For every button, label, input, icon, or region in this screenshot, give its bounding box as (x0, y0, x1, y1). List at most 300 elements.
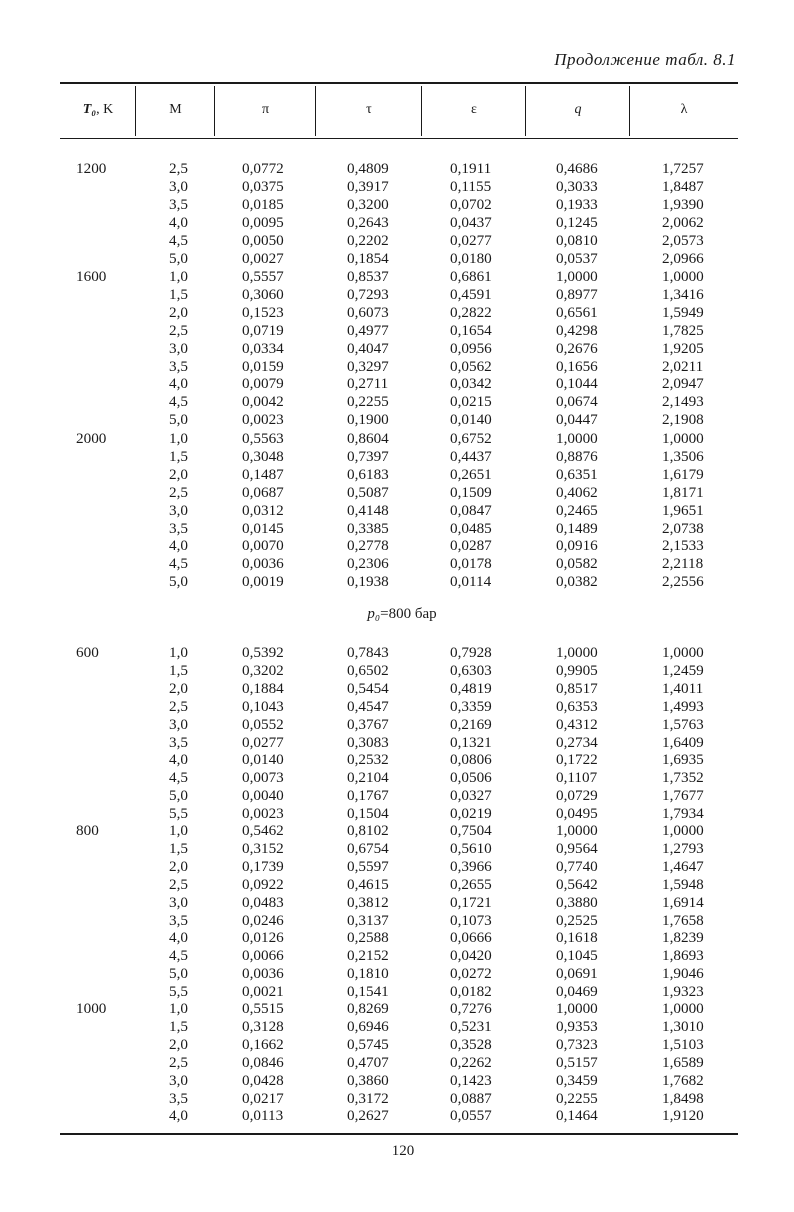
cell-eps: 0,4591 (450, 285, 492, 303)
cell-t0: 800 (76, 822, 99, 839)
table-row (0, 876, 794, 893)
pressure-symbol: p₀ (367, 606, 381, 622)
cell-tau: 0,3137 (347, 911, 389, 929)
cell-eps: 0,1423 (450, 1071, 492, 1089)
cell-lambda: 1,9323 (662, 983, 704, 1001)
cell-eps: 0,4819 (450, 679, 492, 697)
cell-pi: 0,0027 (242, 249, 284, 267)
cell-m: 2,0 (169, 857, 188, 875)
cell-m: 4,5 (169, 393, 188, 411)
header-t0-symbol: T₀ (82, 102, 97, 117)
cell-q: 0,1044 (556, 375, 598, 393)
cell-pi: 0,5392 (242, 644, 284, 661)
header-eps: ε (471, 102, 477, 117)
cell-tau: 0,8537 (347, 268, 389, 285)
table-row (0, 947, 794, 964)
cell-q: 0,9353 (556, 1017, 598, 1035)
table-row (0, 965, 794, 982)
cell-pi: 0,0073 (242, 769, 284, 787)
cell-m: 5,0 (169, 573, 188, 591)
cell-q: 0,5642 (556, 875, 598, 893)
cell-tau: 0,5454 (347, 679, 389, 697)
cell-m: 4,0 (169, 375, 188, 393)
cell-eps: 0,0437 (450, 213, 492, 231)
table-top-rule (60, 82, 738, 84)
cell-q: 0,7740 (556, 857, 598, 875)
cell-m: 3,5 (169, 519, 188, 537)
cell-tau: 0,3917 (347, 177, 389, 195)
cell-eps: 0,0215 (450, 393, 492, 411)
cell-pi: 0,5563 (242, 430, 284, 447)
table-row (0, 1018, 794, 1035)
table-row (0, 716, 794, 733)
cell-eps: 0,5231 (450, 1017, 492, 1035)
table-row (0, 751, 794, 768)
cell-tau: 0,1900 (347, 411, 389, 429)
cell-tau: 0,2306 (347, 555, 389, 573)
cell-tau: 0,2255 (347, 393, 389, 411)
pressure-subheading (0, 606, 794, 623)
cell-pi: 0,0687 (242, 483, 284, 501)
cell-tau: 0,1541 (347, 983, 389, 1001)
table-row (0, 894, 794, 911)
page-number: 120 (391, 1143, 415, 1159)
cell-q: 0,0691 (556, 965, 598, 983)
cell-t0: 1200 (76, 160, 107, 177)
cell-m: 2,0 (169, 303, 188, 321)
cell-tau: 0,6073 (347, 303, 389, 321)
cell-pi: 0,0428 (242, 1071, 284, 1089)
cell-pi: 0,1043 (242, 697, 284, 715)
table-row (0, 769, 794, 786)
cell-tau: 0,2588 (347, 929, 389, 947)
table-row (0, 840, 794, 857)
cell-lambda: 1,7825 (662, 321, 704, 339)
table-row (0, 1072, 794, 1089)
cell-m: 3,0 (169, 501, 188, 519)
table-row (0, 393, 794, 410)
cell-lambda: 1,4647 (662, 857, 704, 875)
cell-lambda: 1,8239 (662, 929, 704, 947)
cell-pi: 0,0922 (242, 875, 284, 893)
cell-lambda: 1,5948 (662, 875, 704, 893)
table-row (0, 268, 794, 285)
header-pi: π (261, 102, 270, 117)
cell-m: 2,5 (169, 160, 188, 177)
cell-t0: 1600 (76, 268, 107, 285)
cell-pi: 0,0145 (242, 519, 284, 537)
cell-tau: 0,2778 (347, 537, 389, 555)
cell-eps: 0,2262 (450, 1053, 492, 1071)
table-row (0, 466, 794, 483)
cell-lambda: 1,0000 (662, 644, 704, 661)
cell-pi: 0,3202 (242, 661, 284, 679)
cell-eps: 0,1321 (450, 733, 492, 751)
cell-q: 0,1722 (556, 751, 598, 769)
cell-pi: 0,0050 (242, 231, 284, 249)
cell-tau: 0,3385 (347, 519, 389, 537)
table-row (0, 375, 794, 392)
cell-eps: 0,5610 (450, 839, 492, 857)
cell-pi: 0,0246 (242, 911, 284, 929)
cell-m: 1,5 (169, 1017, 188, 1035)
table-header-rule (60, 138, 738, 139)
cell-pi: 0,1662 (242, 1035, 284, 1053)
cell-lambda: 2,0573 (662, 231, 704, 249)
cell-tau: 0,6502 (347, 661, 389, 679)
cell-lambda: 1,8693 (662, 947, 704, 965)
cell-eps: 0,0277 (450, 231, 492, 249)
cell-lambda: 2,0062 (662, 213, 704, 231)
cell-pi: 0,0021 (242, 983, 284, 1001)
cell-pi: 0,0312 (242, 501, 284, 519)
table-row (0, 160, 794, 177)
table-row (0, 1054, 794, 1071)
cell-q: 0,8876 (556, 447, 598, 465)
table-row (0, 662, 794, 679)
cell-eps: 0,6752 (450, 430, 492, 447)
cell-lambda: 1,6409 (662, 733, 704, 751)
cell-pi: 0,0334 (242, 339, 284, 357)
cell-q: 0,1107 (556, 769, 598, 787)
cell-pi: 0,0772 (242, 160, 284, 177)
cell-lambda: 1,5763 (662, 715, 704, 733)
cell-q: 0,4686 (556, 160, 598, 177)
cell-eps: 0,0702 (450, 195, 492, 213)
cell-m: 5,0 (169, 411, 188, 429)
cell-t0: 1000 (76, 1000, 107, 1017)
cell-lambda: 2,1533 (662, 537, 704, 555)
table-row (0, 644, 794, 661)
cell-tau: 0,2711 (347, 375, 389, 393)
pressure-value: =800 бар (380, 606, 437, 622)
cell-lambda: 1,0000 (662, 430, 704, 447)
cell-tau: 0,3767 (347, 715, 389, 733)
table-row (0, 805, 794, 822)
cell-eps: 0,1073 (450, 911, 492, 929)
cell-q: 0,6561 (556, 303, 598, 321)
table-row (0, 520, 794, 537)
table-row (0, 358, 794, 375)
cell-lambda: 2,0211 (662, 357, 704, 375)
cell-tau: 0,7397 (347, 447, 389, 465)
cell-tau: 0,3172 (347, 1089, 389, 1107)
cell-lambda: 2,0947 (662, 375, 704, 393)
cell-t0: 600 (76, 644, 99, 661)
cell-pi: 0,0042 (242, 393, 284, 411)
cell-q: 0,1464 (556, 1107, 598, 1125)
cell-tau: 0,7843 (347, 644, 389, 661)
table-row (0, 787, 794, 804)
cell-q: 0,8977 (556, 285, 598, 303)
cell-lambda: 1,7934 (662, 805, 704, 823)
cell-q: 1,0000 (556, 644, 598, 661)
cell-lambda: 2,2556 (662, 573, 704, 591)
table-row (0, 1036, 794, 1053)
cell-lambda: 1,3010 (662, 1017, 704, 1035)
cell-q: 0,2465 (556, 501, 598, 519)
cell-lambda: 1,9205 (662, 339, 704, 357)
cell-lambda: 1,0000 (662, 822, 704, 839)
cell-q: 0,9905 (556, 661, 598, 679)
cell-lambda: 2,1908 (662, 411, 704, 429)
cell-pi: 0,0040 (242, 787, 284, 805)
cell-lambda: 1,9046 (662, 965, 704, 983)
cell-pi: 0,3048 (242, 447, 284, 465)
cell-m: 2,0 (169, 465, 188, 483)
cell-m: 2,5 (169, 321, 188, 339)
cell-m: 1,5 (169, 285, 188, 303)
cell-m: 2,0 (169, 1035, 188, 1053)
cell-tau: 0,4977 (347, 321, 389, 339)
cell-pi: 0,0375 (242, 177, 284, 195)
cell-tau: 0,8102 (347, 822, 389, 839)
cell-eps: 0,0180 (450, 249, 492, 267)
cell-eps: 0,0562 (450, 357, 492, 375)
cell-eps: 0,7276 (450, 1000, 492, 1017)
cell-tau: 0,7293 (347, 285, 389, 303)
cell-tau: 0,8604 (347, 430, 389, 447)
cell-eps: 0,3966 (450, 857, 492, 875)
cell-lambda: 1,6914 (662, 893, 704, 911)
cell-lambda: 2,0738 (662, 519, 704, 537)
cell-tau: 0,3297 (347, 357, 389, 375)
cell-lambda: 1,2459 (662, 661, 704, 679)
header-q: q (574, 102, 582, 117)
cell-m: 5,0 (169, 249, 188, 267)
cell-m: 5,5 (169, 805, 188, 823)
cell-eps: 0,7928 (450, 644, 492, 661)
cell-eps: 0,0342 (450, 375, 492, 393)
cell-tau: 0,5597 (347, 857, 389, 875)
table-row (0, 1090, 794, 1107)
cell-m: 3,5 (169, 195, 188, 213)
cell-q: 0,4298 (556, 321, 598, 339)
cell-pi: 0,1884 (242, 679, 284, 697)
cell-m: 3,5 (169, 1089, 188, 1107)
cell-m: 1,0 (169, 822, 188, 839)
cell-q: 0,0495 (556, 805, 598, 823)
cell-t0: 2000 (76, 430, 107, 447)
cell-pi: 0,0159 (242, 357, 284, 375)
table-row (0, 680, 794, 697)
cell-tau: 0,4707 (347, 1053, 389, 1071)
cell-pi: 0,0023 (242, 805, 284, 823)
table-row (0, 304, 794, 321)
cell-pi: 0,0036 (242, 555, 284, 573)
cell-q: 0,2525 (556, 911, 598, 929)
cell-lambda: 1,7658 (662, 911, 704, 929)
cell-pi: 0,0095 (242, 213, 284, 231)
cell-q: 0,0810 (556, 231, 598, 249)
cell-lambda: 1,7257 (662, 160, 704, 177)
cell-pi: 0,1487 (242, 465, 284, 483)
cell-tau: 0,6754 (347, 839, 389, 857)
table-bottom-rule (60, 1133, 738, 1135)
table-row (0, 555, 794, 572)
cell-tau: 0,5087 (347, 483, 389, 501)
cell-eps: 0,0287 (450, 537, 492, 555)
header-tau: τ (366, 102, 372, 117)
cell-pi: 0,3128 (242, 1017, 284, 1035)
cell-tau: 0,8269 (347, 1000, 389, 1017)
cell-m: 1,0 (169, 644, 188, 661)
cell-pi: 0,0023 (242, 411, 284, 429)
cell-eps: 0,0887 (450, 1089, 492, 1107)
cell-tau: 0,6183 (347, 465, 389, 483)
cell-pi: 0,0552 (242, 715, 284, 733)
cell-pi: 0,0079 (242, 375, 284, 393)
cell-q: 0,0729 (556, 787, 598, 805)
table-row (0, 286, 794, 303)
cell-q: 0,4312 (556, 715, 598, 733)
cell-eps: 0,0182 (450, 983, 492, 1001)
cell-m: 5,0 (169, 787, 188, 805)
table-row (0, 232, 794, 249)
cell-eps: 0,3359 (450, 697, 492, 715)
cell-m: 1,5 (169, 661, 188, 679)
cell-q: 0,0582 (556, 555, 598, 573)
cell-eps: 0,2169 (450, 715, 492, 733)
cell-eps: 0,1155 (450, 177, 492, 195)
cell-m: 2,0 (169, 679, 188, 697)
cell-eps: 0,0178 (450, 555, 492, 573)
cell-eps: 0,0956 (450, 339, 492, 357)
cell-eps: 0,0327 (450, 787, 492, 805)
cell-q: 0,6353 (556, 697, 598, 715)
cell-q: 0,3880 (556, 893, 598, 911)
cell-eps: 0,3528 (450, 1035, 492, 1053)
cell-q: 0,5157 (556, 1053, 598, 1071)
cell-m: 3,0 (169, 339, 188, 357)
cell-m: 4,0 (169, 1107, 188, 1125)
cell-eps: 0,0847 (450, 501, 492, 519)
cell-lambda: 2,0966 (662, 249, 704, 267)
table-row (0, 411, 794, 428)
cell-eps: 0,2655 (450, 875, 492, 893)
cell-pi: 0,0719 (242, 321, 284, 339)
cell-eps: 0,4437 (450, 447, 492, 465)
cell-pi: 0,0019 (242, 573, 284, 591)
table-row (0, 250, 794, 267)
cell-q: 0,0447 (556, 411, 598, 429)
cell-q: 0,1618 (556, 929, 598, 947)
cell-eps: 0,6861 (450, 268, 492, 285)
cell-eps: 0,1509 (450, 483, 492, 501)
table-row (0, 196, 794, 213)
cell-eps: 0,0114 (450, 573, 492, 591)
cell-q: 0,1045 (556, 947, 598, 965)
cell-m: 4,0 (169, 751, 188, 769)
cell-tau: 0,4047 (347, 339, 389, 357)
cell-q: 0,3033 (556, 177, 598, 195)
cell-m: 3,5 (169, 733, 188, 751)
cell-m: 2,5 (169, 875, 188, 893)
cell-lambda: 1,8171 (662, 483, 704, 501)
cell-m: 3,0 (169, 1071, 188, 1089)
cell-q: 0,0537 (556, 249, 598, 267)
table-row (0, 1000, 794, 1017)
table-row (0, 178, 794, 195)
cell-eps: 0,0806 (450, 751, 492, 769)
header-lambda: λ (680, 102, 688, 117)
cell-pi: 0,5515 (242, 1000, 284, 1017)
cell-m: 5,0 (169, 965, 188, 983)
table-row (0, 929, 794, 946)
cell-q: 1,0000 (556, 430, 598, 447)
cell-m: 2,5 (169, 1053, 188, 1071)
cell-lambda: 2,2118 (662, 555, 704, 573)
cell-tau: 0,1767 (347, 787, 389, 805)
cell-pi: 0,0483 (242, 893, 284, 911)
cell-m: 1,0 (169, 430, 188, 447)
cell-q: 0,2676 (556, 339, 598, 357)
cell-q: 0,7323 (556, 1035, 598, 1053)
cell-m: 3,0 (169, 715, 188, 733)
cell-m: 3,5 (169, 357, 188, 375)
cell-pi: 0,0126 (242, 929, 284, 947)
cell-q: 0,6351 (556, 465, 598, 483)
cell-lambda: 1,7677 (662, 787, 704, 805)
cell-tau: 0,2532 (347, 751, 389, 769)
cell-eps: 0,0272 (450, 965, 492, 983)
cell-pi: 0,1523 (242, 303, 284, 321)
cell-lambda: 1,6179 (662, 465, 704, 483)
table-row (0, 858, 794, 875)
table-caption: Продолжение табл. 8.1 (554, 50, 736, 69)
table-row (0, 484, 794, 501)
cell-eps: 0,0219 (450, 805, 492, 823)
cell-tau: 0,3083 (347, 733, 389, 751)
cell-m: 4,0 (169, 929, 188, 947)
cell-eps: 0,0420 (450, 947, 492, 965)
cell-m: 5,5 (169, 983, 188, 1001)
cell-m: 4,5 (169, 769, 188, 787)
cell-tau: 0,4547 (347, 697, 389, 715)
cell-tau: 0,2643 (347, 213, 389, 231)
cell-pi: 0,0140 (242, 751, 284, 769)
cell-eps: 0,2651 (450, 465, 492, 483)
cell-q: 0,1489 (556, 519, 598, 537)
cell-tau: 0,5745 (347, 1035, 389, 1053)
cell-eps: 0,1721 (450, 893, 492, 911)
table-row (0, 322, 794, 339)
cell-eps: 0,0485 (450, 519, 492, 537)
cell-lambda: 1,8498 (662, 1089, 704, 1107)
cell-tau: 0,3812 (347, 893, 389, 911)
header-m: M (169, 102, 182, 117)
cell-lambda: 1,6935 (662, 751, 704, 769)
cell-m: 1,5 (169, 447, 188, 465)
cell-eps: 0,1911 (450, 160, 492, 177)
cell-lambda: 1,3416 (662, 285, 704, 303)
header-t0 (60, 102, 136, 118)
cell-lambda: 1,5949 (662, 303, 704, 321)
cell-q: 0,3459 (556, 1071, 598, 1089)
cell-q: 0,1933 (556, 195, 598, 213)
cell-pi: 0,0066 (242, 947, 284, 965)
cell-lambda: 1,4993 (662, 697, 704, 715)
cell-tau: 0,2627 (347, 1107, 389, 1125)
cell-tau: 0,3860 (347, 1071, 389, 1089)
table-row (0, 822, 794, 839)
table-row (0, 983, 794, 1000)
cell-pi: 0,5462 (242, 822, 284, 839)
cell-m: 3,5 (169, 911, 188, 929)
cell-q: 0,2255 (556, 1089, 598, 1107)
cell-q: 0,1656 (556, 357, 598, 375)
cell-pi: 0,0036 (242, 965, 284, 983)
